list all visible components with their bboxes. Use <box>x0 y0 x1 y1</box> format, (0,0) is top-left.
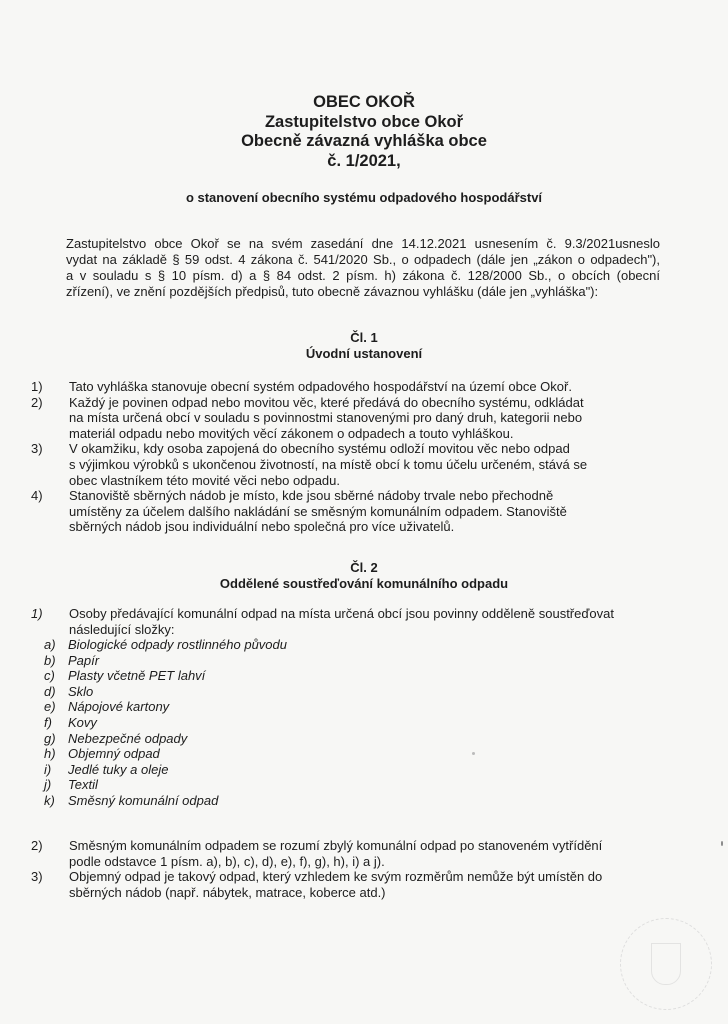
intro-line: vydat na základě § 59 odst. 4 zákona č. 541/2020 Sb., o odpadech (dále jen „zákon o odpadech"), <box>66 252 660 267</box>
document-subtitle: o stanovení obecního systému odpadového hospodářství <box>185 190 543 205</box>
list-item: j) Textil <box>44 777 98 793</box>
list-item: k) Směsný komunální odpad <box>44 792 219 808</box>
article-1-title: Úvodní ustanovení <box>305 346 423 361</box>
list-item: 1) Osoby předávající komunální odpad na místa určená obcí jsou povinny odděleně soustřeďovat následující složky: <box>31 606 614 637</box>
faint-stamp <box>620 918 712 1010</box>
list-item: 2) Směsným komunálním odpadem se rozumí zbylý komunální odpad po stanoveném vytřídění podle odstavce 1 písm. a), b), c), d), e), f), g), h), i) a j). <box>31 838 603 869</box>
list-item: i) Jedlé tuky a oleje <box>44 761 169 777</box>
title-municipality: OBEC OKOŘ <box>313 93 415 111</box>
article-2-list <box>31 606 671 637</box>
list-item: e) Nápojové kartony <box>44 699 170 715</box>
list-item: c) Plasty včetně PET lahví <box>44 668 206 684</box>
document-title <box>0 93 728 171</box>
list-item: g) Nebezpečné odpady <box>44 730 188 746</box>
waste-components-list <box>44 637 287 809</box>
title-number: č. 1/2021, <box>327 151 401 170</box>
title-council: Zastupitelstvo obce Okoř <box>264 112 464 131</box>
article-1-list <box>31 379 623 535</box>
article-2-number: Čl. 2 <box>350 560 378 575</box>
list-item: 4) Stanoviště sběrných nádob je místo, kde jsou sběrné nádoby trvale nebo přechodně umístěny za účelem dalšího nakládání se směsným komunálním odpadem. Stanoviště sběrných nádob jsou individuální nebo společná pro více uživatelů. <box>31 488 567 535</box>
list-item: 3) V okamžiku, kdy osoba zapojená do obecního systému odloží movitou věc nebo odpad s výjimkou výrobků s ukončenou životností, na místě obcí k tomu účelu určeném, stává se obec vlastníkem této movité věci nebo odpadu. <box>31 441 588 488</box>
list-item: f) Kovy <box>44 714 97 730</box>
article-2-list-continued <box>31 838 637 900</box>
intro-line: a v souladu s § 10 písm. d) a § 84 odst. 2 písm. h) zákona č. 128/2000 Sb., o obcích (obecní <box>66 268 660 283</box>
article-2-title: Oddělené soustřeďování komunálního odpadu <box>219 576 509 591</box>
list-item: 2) Každý je povinen odpad nebo movitou věc, které předává do obecního systému, odkládat na místa určená obcí v souladu s povinnostmi stanovenými pro daný druh, kategorii nebo materiál odpadu nebo movitých věcí zákonem o odpadech a touto vyhláškou. <box>31 394 584 441</box>
scan-speck <box>721 841 723 846</box>
intro-line: Zastupitelstvo obce Okoř se na svém zasedání dne 14.12.2021 usnesením č. 9.3/2021usneslo <box>66 236 660 251</box>
list-item: 3) Objemný odpad je takový odpad, který vzhledem ke svým rozměrům nemůže být umístěn do sběrných nádob (např. nábytek, matrace, koberce atd.) <box>31 869 603 900</box>
intro-paragraph <box>66 236 660 300</box>
article-1-number: Čl. 1 <box>350 330 378 345</box>
list-item: b) Papír <box>44 652 100 668</box>
article-2-heading <box>0 560 728 592</box>
intro-line: zřízení), ve znění pozdějších předpisů, tuto obecně závaznou vyhlášku (dále jen „vyhláška"): <box>66 284 599 299</box>
title-decree: Obecně závazná vyhláška obce <box>241 132 487 150</box>
article-1-heading <box>0 330 728 362</box>
list-item: h) Objemný odpad <box>44 746 160 762</box>
scan-speck <box>472 752 475 755</box>
list-item: a) Biologické odpady rostlinného původu <box>44 637 287 652</box>
list-item: d) Sklo <box>44 683 94 699</box>
list-item: 1) Tato vyhláška stanovuje obecní systém odpadového hospodářství na území obce Okoř. <box>31 379 572 394</box>
stamp-emblem-icon <box>651 943 681 985</box>
